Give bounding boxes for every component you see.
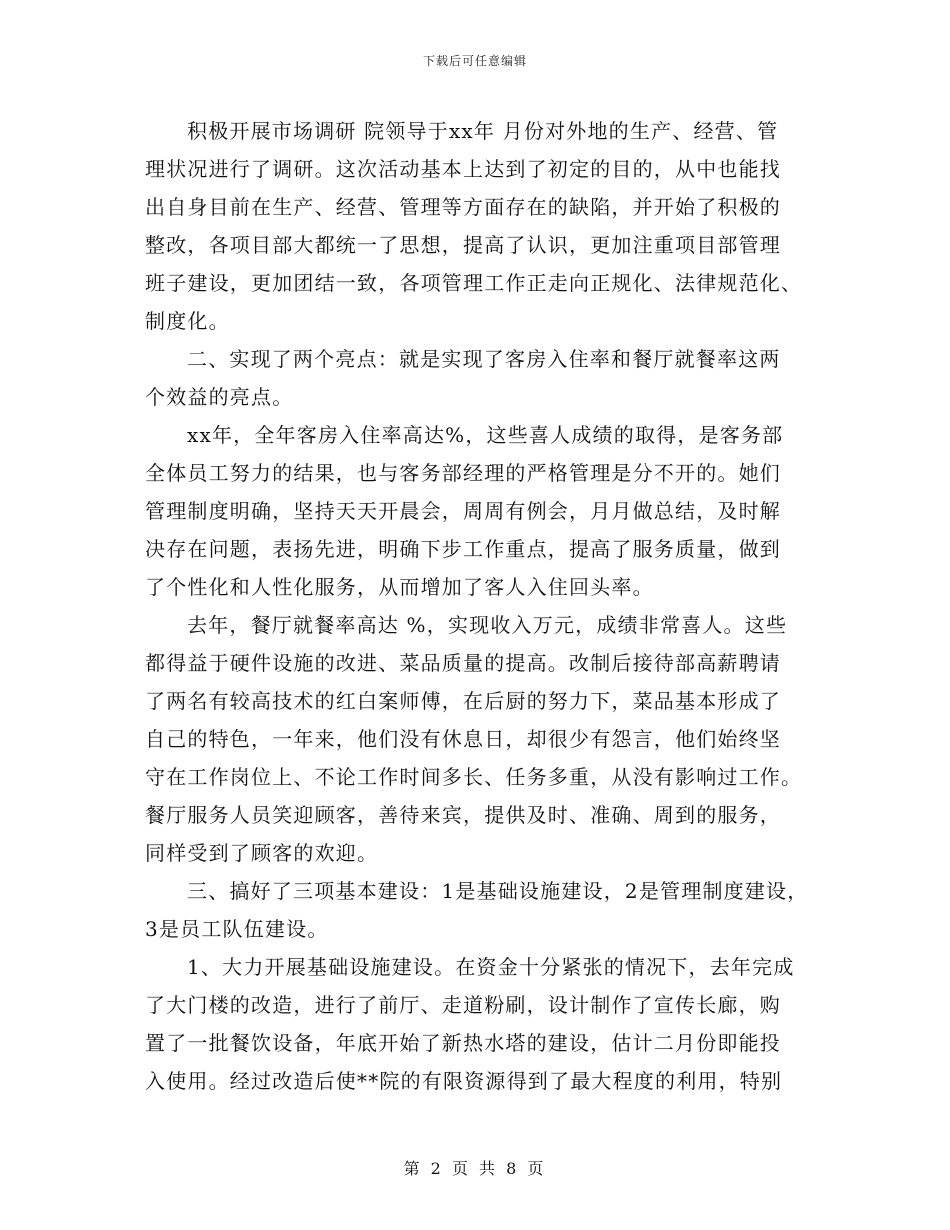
text-line: 了两名有较高技术的红白案师傅，在后厨的努力下，菜品基本形成了 — [145, 689, 781, 713]
text-line: 二、实现了两个亮点：就是实现了客房入住率和餐厅就餐率这两 — [187, 347, 781, 371]
text-line: 管理制度明确，坚持天天开晨会，周周有例会，月月做总结，及时解 — [145, 499, 781, 523]
text-line: 同样受到了顾客的欢迎。 — [145, 841, 379, 865]
text-line: 都得益于硬件设施的改进、菜品质量的提高。改制后接待部高薪聘请 — [145, 651, 781, 675]
text-line: 三、搞好了三项基本建设：1是基础设施建设，2是管理制度建设， — [187, 879, 809, 903]
text-line: 个效益的亮点。 — [145, 385, 294, 409]
text-line: 去年，餐厅就餐率高达 %，实现收入万元，成绩非常喜人。这些 — [187, 613, 788, 637]
text-line: 班子建设，更加团结一致，各项管理工作正走向正规化、法律规范化、 — [145, 271, 803, 295]
text-line: 1、大力开展基础设施建设。在资金十分紧张的情况下，去年完成 — [187, 955, 795, 979]
document-body — [145, 112, 815, 1100]
text-line: 了个性化和人性化服务，从而增加了客人入住回头率。 — [145, 575, 654, 599]
page-number: 第 2 页 共 8 页 — [403, 1159, 547, 1178]
text-line: xx年，全年客房入住率高达%，这些喜人成绩的取得，是客务部 — [187, 423, 784, 447]
text-line: 整改，各项目部大都统一了思想，提高了认识，更加注重项目部管理 — [145, 233, 781, 257]
text-line: 制度化。 — [145, 309, 230, 333]
text-line: 餐厅服务人员笑迎顾客，善待来宾，提供及时、准确、周到的服务， — [145, 803, 781, 827]
text-line: 3是员工队伍建设。 — [145, 917, 329, 941]
text-line: 了大门楼的改造，进行了前厅、走道粉刷，设计制作了宣传长廊，购 — [145, 993, 781, 1017]
text-line: 守在工作岗位上、不论工作时间多长、任务多重，从没有影响过工作。 — [145, 765, 803, 789]
page-header: 下载后可任意编辑 — [422, 54, 527, 68]
text-line: 理状况进行了调研。这次活动基本上达到了初定的目的，从中也能找 — [145, 157, 781, 181]
text-line: 积极开展市场调研 院领导于xx年 月份对外地的生产、经营、管 — [187, 119, 779, 143]
text-line: 自己的特色，一年来，他们没有休息日，却很少有怨言，他们始终坚 — [145, 727, 781, 751]
text-line: 出自身目前在生产、经营、管理等方面存在的缺陷，并开始了积极的 — [145, 195, 781, 219]
text-line: 置了一批餐饮设备，年底开始了新热水塔的建设，估计二月份即能投 — [145, 1031, 781, 1055]
text-line: 入使用。经过改造后使**院的有限资源得到了最大程度的利用，特别 — [145, 1069, 783, 1093]
text-line: 决存在问题，表扬先进，明确下步工作重点，提高了服务质量，做到 — [145, 537, 781, 561]
text-line: 全体员工努力的结果，也与客务部经理的严格管理是分不开的。她们 — [145, 461, 781, 485]
